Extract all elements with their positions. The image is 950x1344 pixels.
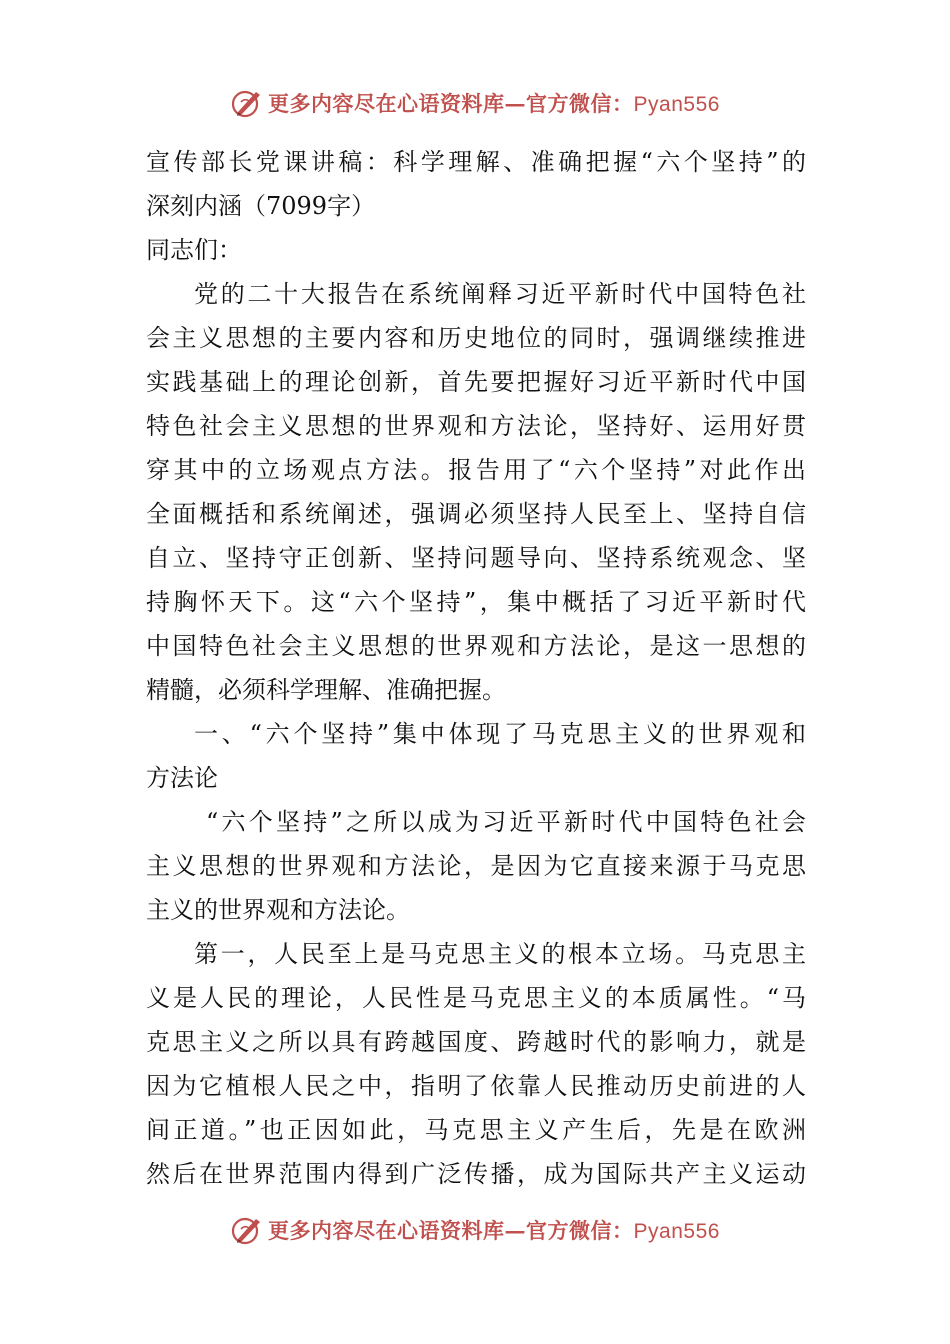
- title-line: 宣传部长党课讲稿：科学理解、准确把握“六个坚持”的: [146, 148, 806, 176]
- banner-text: [268, 1215, 720, 1245]
- paragraph-line: 间正道。”也正因如此，马克思主义产生后，先是在欧洲: [146, 1116, 806, 1144]
- paragraph-line: 会主义思想的主要内容和历史地位的同时，强调继续推进: [146, 324, 806, 352]
- paragraph-line: 特色社会主义思想的世界观和方法论，坚持好、运用好贯: [146, 412, 806, 440]
- footer-banner: [0, 1210, 950, 1250]
- pen-in-circle-icon: [230, 1213, 264, 1247]
- paragraph-line: 持胸怀天下。这“六个坚持”，集中概括了习近平新时代: [146, 588, 806, 616]
- title-line: 深刻内涵（7099字）: [146, 192, 376, 220]
- paragraph-line: 党的二十大报告在系统阐释习近平新时代中国特色社: [194, 280, 806, 308]
- pen-in-circle-icon: [230, 86, 264, 120]
- paragraph-line: 主义的世界观和方法论。: [146, 896, 410, 924]
- paragraph-line: 自立、坚持守正创新、坚持问题导向、坚持系统观念、坚: [146, 544, 806, 572]
- paragraph-line: 主义思想的世界观和方法论，是因为它直接来源于马克思: [146, 852, 806, 880]
- banner-slogan: 更多内容尽在心语资料库—官方微信：: [268, 91, 634, 116]
- document-body: [146, 140, 806, 1196]
- paragraph-line: 精髓，必须科学理解、准确把握。: [146, 676, 506, 704]
- wechat-id: Pyan556: [633, 93, 720, 116]
- paragraph-line: 然后在世界范围内得到广泛传播，成为国际共产主义运动: [146, 1160, 806, 1188]
- paragraph-line: 义是人民的理论，人民性是马克思主义的本质属性。“马: [146, 984, 806, 1012]
- paragraph-line: 克思主义之所以具有跨越国度、跨越时代的影响力，就是: [146, 1028, 806, 1056]
- paragraph-line: 穿其中的立场观点方法。报告用了“六个坚持”对此作出: [146, 456, 806, 484]
- salutation: 同志们：: [146, 236, 242, 264]
- paragraph-line: “六个坚持”之所以成为习近平新时代中国特色社会: [206, 808, 806, 836]
- section-heading: 方法论: [146, 764, 218, 792]
- banner-text: [268, 88, 720, 118]
- banner-slogan: 更多内容尽在心语资料库—官方微信：: [268, 1218, 634, 1243]
- paragraph-line: 实践基础上的理论创新，首先要把握好习近平新时代中国: [146, 368, 806, 396]
- paragraph-line: 中国特色社会主义思想的世界观和方法论，是这一思想的: [146, 632, 806, 660]
- wechat-id: Pyan556: [633, 1220, 720, 1243]
- paragraph-line: 第一，人民至上是马克思主义的根本立场。马克思主: [194, 940, 806, 968]
- paragraph-line: 全面概括和系统阐述，强调必须坚持人民至上、坚持自信: [146, 500, 806, 528]
- section-heading: 一、“六个坚持”集中体现了马克思主义的世界观和: [194, 720, 806, 748]
- paragraph-line: 因为它植根人民之中，指明了依靠人民推动历史前进的人: [146, 1072, 806, 1100]
- header-banner: [0, 83, 950, 123]
